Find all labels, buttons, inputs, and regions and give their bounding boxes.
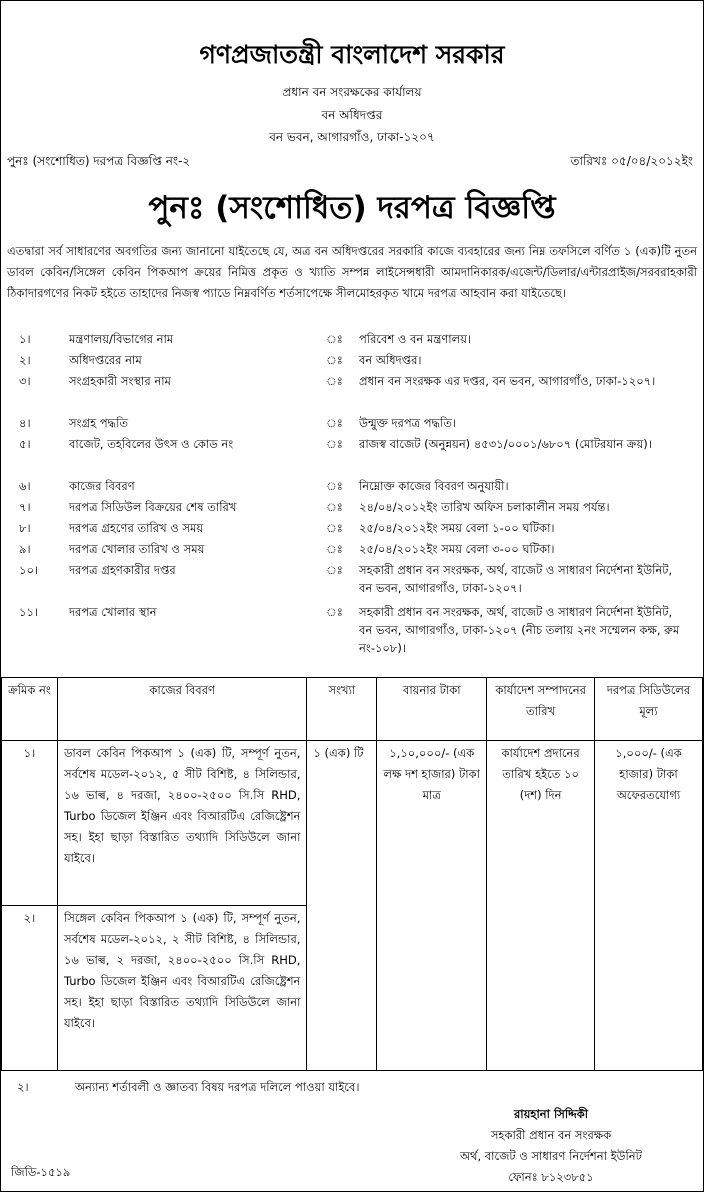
term-number: ৬। [19, 479, 31, 493]
term-value: ২৫/০৪/২০১২ইং সময় বেলা ১-০০ ঘটিকা। [359, 521, 555, 535]
notice-date: তারিখঃ ০৫/০৪/২০১২ইং [570, 154, 693, 168]
term-value: প্রধান বন সংরক্ষক এর দপ্তর, বন ভবন, আগারগাঁও, ঢাকা-১২০৭। [359, 374, 656, 388]
term-item [1, 603, 703, 663]
term-item [1, 372, 703, 414]
term-item [1, 414, 703, 435]
term-item [1, 477, 703, 498]
term-number: ৭। [19, 500, 31, 514]
column-header: কার্যাদেশ সম্পাদনের তারিখ [487, 678, 595, 741]
intro-paragraph: এতদ্বারা সর্ব সাধারণের অবগতির জন্য জানানো যাইতেছে যে, অত্র বন অধিদপ্তরের সরকারি কাজে ব্যবহারের জন্য নিম্ন তফসিলে বর্ণিত ১ (এক)টি নুতন ডাবল কেবিন/সিঙ্গেল কেবিন পিকআপ ক্রয়ের নিমিত্ত প্রকৃত ও খ্যাতি সম্পন্ন লাইসেন্সধারী আমদানিকারক/এজেন্ট/ডিলার/এন্টারপ্রাইজ/সরবরাহকারী ঠিকাদারগণের নিকট হইতে তাহাদের নিজস্ব প্যাডে নিম্নবর্ণিত শর্তসাপেক্ষে সীলমোহরকৃত খামে দরপত্র আহবান করা যাইতেছে। [7, 244, 697, 300]
term-value: বন অধিদপ্তর। [359, 353, 422, 367]
signer-name: রায়হানা সিদ্দিকী [513, 1107, 589, 1121]
earnest-money-cell: ১,১০,০০০/- (এক লক্ষ দশ হাজার) টাকা মাত্র [377, 741, 487, 1071]
term-label: বাজেট, তহবিলের উৎস ও কোড নং [69, 437, 234, 451]
term-number: ৫। [19, 437, 31, 451]
term-item [1, 540, 703, 561]
term-value: সহকারী প্রধান বন সংরক্ষক, অর্থ, বাজেট ও সাধারণ নির্দেশনা ইউনিট, বন ভবন, আগারগাঁও, ঢাকা-১২০৭। [359, 563, 673, 595]
term-label: দরপত্র খোলার তারিখ ও সময় [69, 542, 205, 556]
term-colon: ঃ [326, 437, 343, 451]
table-header-row [2, 678, 703, 741]
term-value: নিম্নোক্ত কাজের বিবরণ অনুযায়ী। [359, 479, 509, 493]
term-number: ৪। [19, 416, 31, 430]
row-number: ১। [2, 741, 58, 906]
office-address: বন ভবন, আগারগাঁও, ঢাকা-১২০৭ [269, 130, 435, 144]
column-header: কাজের বিবরণ [57, 678, 306, 741]
notice-title: পুনঃ (সংশোধিত) দরপত্র বিজ্ঞপ্তি [148, 190, 556, 226]
work-order-cell: কার্যাদেশ প্রদানের তারিখ হইতে ১০ (দশ) দিন [487, 741, 595, 1071]
schedule-table [1, 677, 703, 1071]
term-colon: ঃ [326, 374, 343, 388]
term-colon: ঃ [326, 521, 343, 535]
term-value: পরিবেশ ও বন মন্ত্রণালয়। [359, 332, 472, 346]
term-label: মন্ত্রণালয়/বিভাগের নাম [69, 332, 174, 346]
term-label: দরপত্র গ্রহণকারীর দপ্তর [69, 563, 176, 577]
term-item [1, 498, 703, 519]
terms-list [1, 330, 703, 663]
schedule-price-cell: ১,০০০/- (এক হাজার) টাকা অফেরতযোগ্য [595, 741, 703, 1071]
term-colon: ঃ [326, 479, 343, 493]
term-colon: ঃ [326, 416, 343, 430]
term-colon: ঃ [326, 563, 343, 577]
column-header: সংখ্যা [307, 678, 377, 741]
term-number: ৩। [19, 374, 31, 388]
term-colon: ঃ [326, 542, 343, 556]
government-heading: গণপ্রজাতন্ত্রী বাংলাদেশ সরকার [199, 40, 505, 69]
notice-code: জিডি-১৫১৯ [11, 1165, 71, 1179]
term-label: দরপত্র সিডিউল বিক্রয়ের শেষ তারিখ [69, 500, 237, 514]
term-colon: ঃ [326, 605, 343, 619]
term-label: অধিদপ্তরের নাম [69, 353, 142, 367]
column-header: বায়নার টাকা [377, 678, 487, 741]
column-header: ক্রমিক নং [2, 678, 58, 741]
signer-title: সহকারী প্রধান বন সংরক্ষক [490, 1128, 612, 1142]
column-header: দরপত্র সিডিউলের মূল্য [595, 678, 703, 741]
term-number: ১। [19, 332, 31, 346]
footer-note-text: অন্যান্য শর্তাবলী ও জ্ঞাতব্য বিষয় দরপত্র দলিলে পাওয়া যাইবে। [75, 1080, 360, 1094]
term-value: ২৪/০৪/২০১২ইং তারিখ অফিস চলাকালীন সময় পর্যন্ত। [359, 500, 610, 514]
term-item [1, 519, 703, 540]
term-colon: ঃ [326, 353, 343, 367]
term-number: ৯। [19, 542, 31, 556]
term-value: উন্মুক্ত দরপত্র পদ্ধতি। [359, 416, 457, 430]
office-name: প্রধান বন সংরক্ষকের কার্যালয় [282, 85, 422, 99]
row-number: ২। [2, 906, 58, 1071]
signer-unit: অর্থ, বাজেট ও সাধারণ নির্দেশনা ইউনিট [460, 1149, 642, 1163]
footer-note [7, 1079, 359, 1098]
term-label: সংগ্রহ পদ্ধতি [69, 416, 129, 430]
table-row [2, 741, 703, 906]
signer-phone: ফোনঃ ৮১২৩৮৫১ [508, 1170, 594, 1184]
department-name: বন অধিদপ্তর [321, 108, 383, 122]
term-label: সংগ্রহকারী সংস্থার নাম [69, 374, 171, 388]
term-number: ২। [19, 353, 31, 367]
quantity-cell: ১ (এক) টি [307, 741, 377, 1071]
term-number: ১০। [19, 563, 39, 577]
row-description: সিঙ্গেল কেবিন পিকআপ ১ (এক) টি, সম্পূর্ণ নুতন, সর্বশেষ মডেল-২০১২, ২ সীট বিশিষ্ট, ৪ সিলিন্ডার, ১৬ ভাল্ব, ২ দরজা, ২৪০০-২৫০০ সি.সি RHD, Turbo ডিজেল ইঞ্জিন এবং বিআরটিএ রেজিষ্ট্রেশন সহ। ইহা ছাড়া বিস্তারিত তথ্যাদি সিডিউলে জানা যাইবে। [57, 906, 306, 1071]
term-item [1, 561, 703, 603]
footer-note-number: ২। [17, 1080, 29, 1094]
term-value: রাজস্ব বাজেট (অনুন্নয়ন) ৪৫৩১/০০০১/৬৮০৭ (মোটরযান ক্রয়)। [359, 437, 652, 451]
term-number: ৮। [19, 521, 31, 535]
term-label: দরপত্র খোলার স্থান [69, 605, 157, 619]
term-colon: ঃ [326, 500, 343, 514]
term-item [1, 330, 703, 351]
term-value: ২৫/০৪/২০১২ইং সময় বেলা ৩-০০ ঘটিকা। [359, 542, 555, 556]
signature-block [421, 1104, 681, 1188]
term-label: কাজের বিবরণ [69, 479, 135, 493]
term-number: ১১। [19, 605, 39, 619]
term-item [1, 351, 703, 372]
term-label: দরপত্র গ্রহণের তারিখ ও সময় [69, 521, 204, 535]
term-item [1, 435, 703, 477]
term-colon: ঃ [326, 332, 343, 346]
notice-reference: পুনঃ (সংশোধিত) দরপত্র বিজ্ঞপ্তি নং-২ [7, 154, 191, 168]
row-description: ডাবল কেবিন পিকআপ ১ (এক) টি, সম্পূর্ণ নুতন, সর্বশেষ মডেল-২০১২, ৫ সীট বিশিষ্ট, ৪ সিলিন্ডার, ১৬ ভাল্ব, ৪ দরজা, ২৪০০-২৫০০ সি.সি RHD, Turbo ডিজেল ইঞ্জিন এবং বিআরটিএ রেজিষ্ট্রেশন সহ। ইহা ছাড়া বিস্তারিত তথ্যাদি সিডিউলে জানা যাইবে। [57, 741, 306, 906]
term-value: সহকারী প্রধান বন সংরক্ষক, অর্থ, বাজেট ও সাধারণ নির্দেশনা ইউনিট, বন ভবন, আগারগাঁও, ঢাকা-১২০৭ (নীচ তলায় ২নং সম্মেলন কক্ষ, রুম নং-১০৮)। [359, 605, 680, 655]
